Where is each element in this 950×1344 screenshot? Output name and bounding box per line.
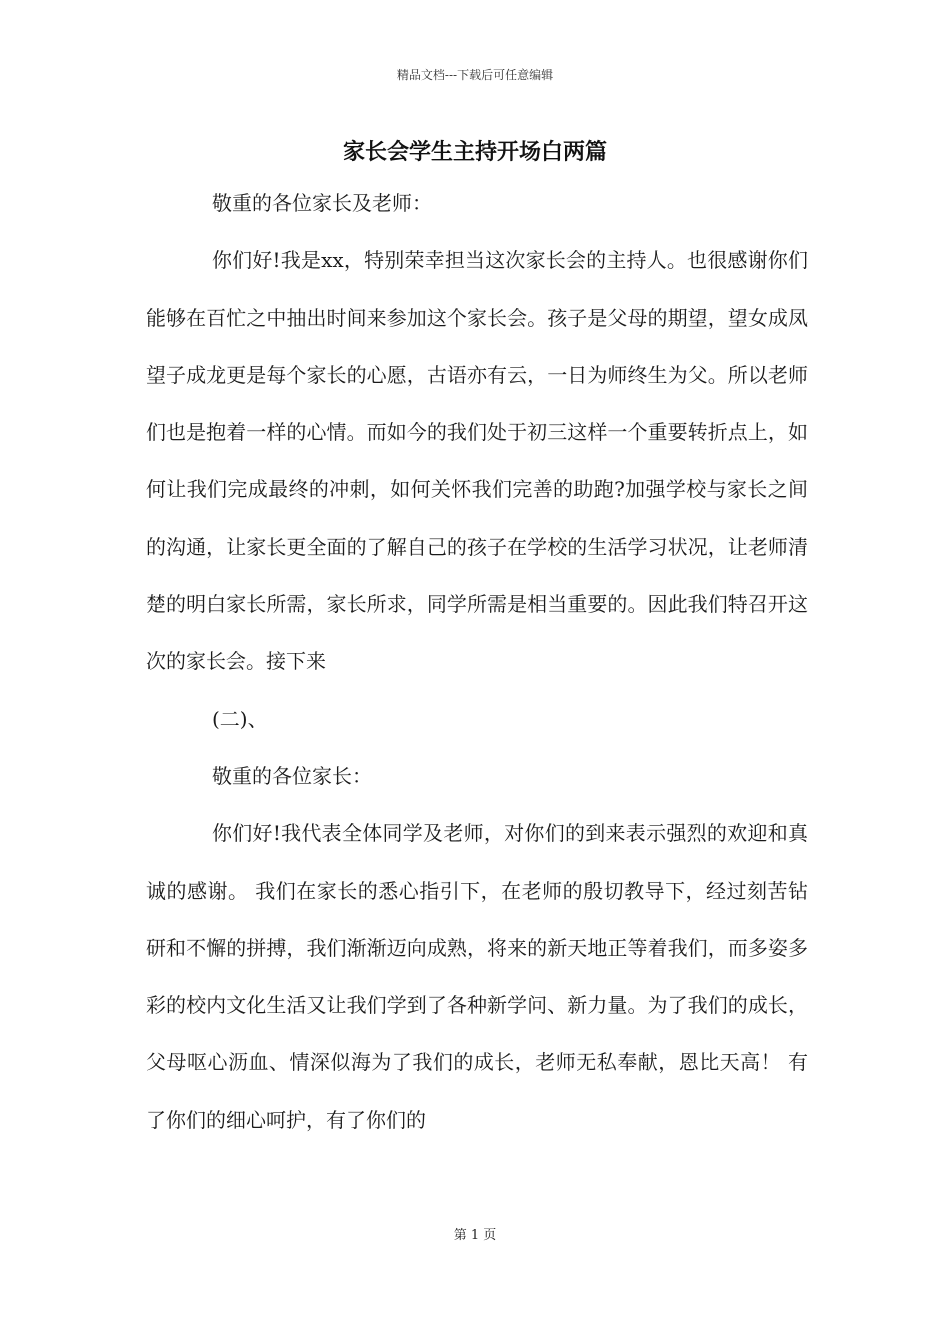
paragraph-salutation-1: 敬重的各位家长及老师：: [212, 191, 432, 215]
document-title: 家长会学生主持开场白两篇: [342, 139, 607, 165]
document-body: [146, 175, 808, 1149]
page-number: 第 1 页: [453, 1228, 497, 1243]
paragraph-salutation-2: 敬重的各位家长：: [212, 763, 372, 788]
paragraph-section-label: (二)、: [212, 706, 268, 731]
paragraph-speech-1: 你们好!我是xx，特别荣幸担当这次家长会的主持人。也很感谢你们能够在百忙之中抽出时间来参加这个家长会。孩子是父母的期望，望女成凤望子成龙更是每个家长的心愿，古语亦有云，一日为师终生为父。所以老师们也是抱着一样的心情。而如今的我们处于初三这样一个重要转折点上，如何让我们完成最终的冲刺，如何关怀我们完善的助跑?加强学校与家长之间的沟通，让家长更全面的了解自己的孩子在学校的生活学习状况，让老师清楚的明白家长所需，家长所求，同学所需是相当重要的。因此我们特召开这次的家长会。接下来: [146, 248, 808, 674]
paragraph-speech-2: 你们好!我代表全体同学及老师，对你们的到来表示强烈的欢迎和真诚的感谢。 我们在家长的悉心指引下，在老师的殷切教导下，经过刻苦钻研和不懈的拼搏，我们渐渐迈向成熟，将来的新天地正等着我们，而多姿多彩的校内文化生活又让我们学到了各种新学问、新力量。为了我们的成长，父母呕心沥血、情深似海为了我们的成长，老师无私奉献，恩比天高！ 有了你们的细心呵护，有了你们的: [146, 821, 808, 1132]
page-header: 精品文档---下载后可任意编辑: [396, 68, 554, 82]
